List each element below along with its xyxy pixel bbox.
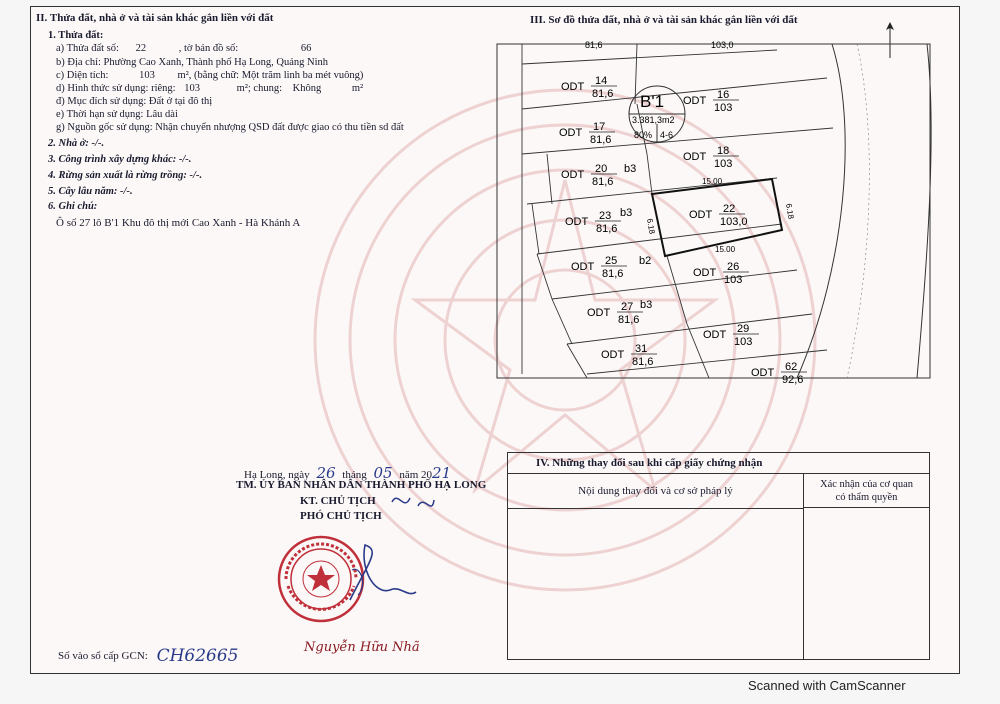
- changes-col-approval-line2: có thẩm quyền: [835, 492, 898, 503]
- usage-private: 103: [184, 83, 200, 94]
- origin-line: g) Nguồn gốc sử dụng: Nhận chuyển nhượng QSD đất được giao có thu tiền sd đất: [56, 122, 404, 133]
- usage-common: Không: [292, 83, 322, 94]
- term-line: e) Thời hạn sử dụng: Lâu dài: [56, 109, 178, 120]
- sub-lot-label: b2: [639, 255, 652, 267]
- area-words: m², (bằng chữ: Một trăm linh ba mét vuông): [177, 70, 364, 81]
- plot-area: 103: [734, 336, 753, 348]
- sub-lot-label: b3: [620, 207, 633, 219]
- address-line: b) Địa chỉ: Phường Cao Xanh, Thành phố Hạ Long, Quảng Ninh: [56, 57, 329, 68]
- sub-lot-label: b3: [624, 163, 637, 175]
- plot-number: 27: [621, 301, 634, 313]
- plot-type: ODT: [683, 151, 707, 163]
- plot-area: 81,6: [592, 88, 614, 100]
- changes-col-content: Nội dung thay đổi và cơ sở pháp lý: [508, 474, 804, 509]
- signer-role1: KT. CHỦ TỊCH: [300, 495, 376, 507]
- plot-number: 14: [595, 75, 608, 87]
- plot-type: ODT: [751, 367, 775, 379]
- register-line: [58, 644, 239, 664]
- item1-title: 1. Thửa đất:: [48, 30, 104, 41]
- changes-table-title: [508, 453, 929, 474]
- block-floors: 4-6: [660, 130, 674, 140]
- plot-number: 20: [595, 163, 608, 175]
- plot-type: ODT: [565, 216, 589, 228]
- plot-area: 103: [714, 102, 733, 114]
- plot-area: 81,6: [596, 223, 618, 235]
- map-sheet-label: , tờ bản đồ số:: [178, 43, 239, 54]
- parcel-number: 22: [135, 43, 147, 54]
- plot-type: ODT: [693, 267, 717, 279]
- plot-label-31: [601, 343, 657, 368]
- block-ratio: 80%: [634, 130, 653, 140]
- issuing-org: TM. ỦY BAN NHÂN DÂN THÀNH PHỐ HẠ LONG: [236, 479, 487, 491]
- register-value: CH62665: [156, 646, 239, 666]
- plot-label-27: [587, 301, 643, 326]
- plot-number: 31: [635, 343, 648, 355]
- item5-line: 5. Cây lâu năm: -/-.: [48, 186, 133, 197]
- plot-area: 103,0: [720, 216, 748, 228]
- usage-form-line: [56, 83, 363, 94]
- changes-table: [507, 452, 930, 660]
- plot-labels: [559, 75, 807, 386]
- plot-type: ODT: [587, 307, 611, 319]
- plot-type: ODT: [601, 349, 625, 361]
- plot-area: 103: [724, 274, 743, 286]
- item2-line: 2. Nhà ở: -/-.: [48, 138, 105, 149]
- map-sheet-number: 66: [300, 43, 312, 54]
- plot-label-23: [565, 210, 621, 235]
- parcel-line: [56, 43, 311, 54]
- area-line: [56, 70, 363, 81]
- plot-label-25: [571, 255, 627, 280]
- plot-label-16: [683, 89, 739, 114]
- date-year-suffix: 21: [432, 464, 452, 482]
- plot-number: 16: [717, 89, 730, 101]
- register-label: Số vào sổ cấp GCN:: [58, 650, 148, 662]
- usage-common-unit: m²: [351, 83, 364, 94]
- item6-line: 6. Ghi chú:: [48, 201, 98, 212]
- plot-number: 22: [723, 203, 736, 215]
- section-iii-title: III. Sơ đồ thửa đất, nhà ở và tài sản khác gắn liền với đất: [530, 14, 798, 26]
- plot-number: 17: [593, 121, 606, 133]
- plot-type: ODT: [689, 209, 713, 221]
- plot-area: 81,6: [590, 134, 612, 146]
- plot-type: ODT: [703, 329, 727, 341]
- plot-area: 81,6: [632, 356, 654, 368]
- changes-table-divider: [803, 509, 804, 659]
- initials-icon: [388, 488, 438, 520]
- plot-type: ODT: [559, 127, 583, 139]
- plot-type: ODT: [571, 261, 595, 273]
- plot-type: ODT: [683, 95, 707, 107]
- area-label: c) Diện tích:: [56, 70, 109, 81]
- scanner-footer: Scanned with CamScanner: [748, 678, 906, 693]
- signature-scribble-icon: [330, 540, 420, 610]
- road-edge-inner: [797, 44, 845, 378]
- section-ii-title: II. Thửa đất, nhà ở và tài sản khác gắn liền với đất: [36, 12, 274, 24]
- plot-number: 23: [599, 210, 612, 222]
- dim-bottom: 15.00: [715, 245, 736, 254]
- dim-top: 15.00: [702, 177, 723, 186]
- area-value: 103: [139, 70, 155, 81]
- signer-name: Nguyễn Hữu Nhã: [304, 640, 420, 655]
- dim-left: 6.18: [645, 217, 657, 235]
- road-centerline: [847, 44, 869, 378]
- plot-type: ODT: [561, 169, 585, 181]
- changes-col-approval-line1: Xác nhận của cơ quan: [819, 479, 913, 490]
- changes-col-approval: [804, 474, 929, 508]
- plot-number: 26: [727, 261, 740, 273]
- usage-form-label: d) Hình thức sử dụng: riêng:: [56, 83, 176, 94]
- plot-label-17: [559, 121, 615, 146]
- block-label: B'1: [640, 92, 665, 111]
- date-month: 05: [373, 464, 393, 482]
- item4-line: 4. Rừng sản xuất là rừng trồng: -/-.: [48, 170, 203, 181]
- road-edge-outer: [917, 44, 931, 378]
- plot-area: 81,6: [618, 314, 640, 326]
- parcel-map: [497, 40, 930, 386]
- parcel-label: a) Thửa đất số:: [56, 43, 119, 54]
- plot-label-14: [561, 75, 617, 100]
- month-label: tháng: [342, 469, 367, 481]
- year-label: năm 20: [399, 469, 433, 481]
- plot-label-22: [689, 203, 748, 228]
- top-cut-left: 81,6: [585, 40, 603, 50]
- plot-area: 81,6: [602, 268, 624, 280]
- plot-type: ODT: [561, 81, 585, 93]
- plot-label-18: [683, 145, 739, 170]
- signer-role2: PHÓ CHỦ TỊCH: [300, 510, 382, 522]
- plot-label-26: [693, 261, 749, 286]
- changes-table-title-text: IV. Những thay đổi sau khi cấp giấy chứng nhận: [536, 457, 763, 469]
- date-day: 26: [316, 464, 336, 482]
- usage-common-label: m²; chung:: [236, 83, 283, 94]
- purpose-line: đ) Mục đích sử dụng: Đất ở tại đô thị: [56, 96, 213, 107]
- plot-number: 29: [737, 323, 750, 335]
- plot-area: 92,6: [782, 374, 804, 386]
- dim-right: 6.18: [784, 202, 796, 220]
- note-line: Ô số 27 lô B'1 Khu đô thị mới Cao Xanh - Hà Khánh A: [56, 217, 301, 229]
- item3-line: 3. Công trình xây dựng khác: -/-.: [48, 154, 192, 165]
- place-date-prefix: Hạ Long, ngày: [244, 469, 310, 481]
- plot-number: 25: [605, 255, 618, 267]
- plot-area: 103: [714, 158, 733, 170]
- plot-label-20: [561, 163, 617, 188]
- block-area: 3.381,3m2: [632, 115, 675, 125]
- plot-number: 18: [717, 145, 730, 157]
- plot-number: 62: [785, 361, 798, 373]
- plot-area: 81,6: [592, 176, 614, 188]
- top-cut-right: 103,0: [711, 40, 734, 50]
- sub-lot-label: b3: [640, 299, 653, 311]
